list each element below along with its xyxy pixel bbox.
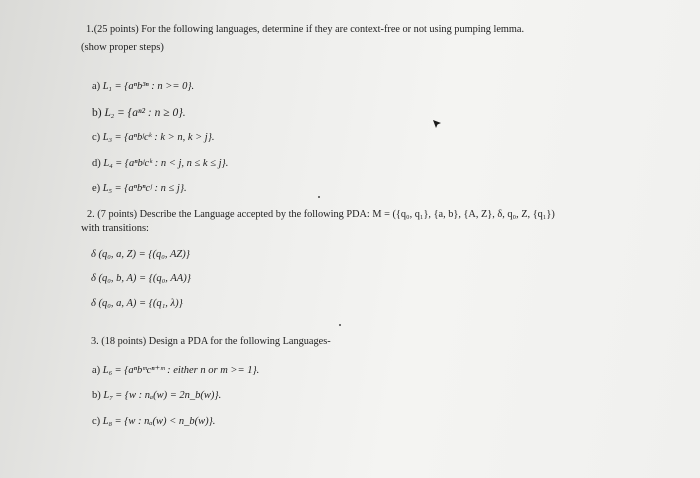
language-symbol: L <box>102 183 109 194</box>
question-1a <box>92 80 194 96</box>
language-index: 2 <box>110 113 115 120</box>
paper-speck <box>339 324 341 326</box>
question-1-subheading: (show proper steps) <box>81 42 164 53</box>
question-2-heading: 2. (7 points) Describe the Language accepted by the following PDA: M = ({q₀, q₁}, {a, b}, {A, Z}, δ, q₀, Z, {q₁}) <box>87 209 555 220</box>
question-1-heading: 1.(25 points) For the following languages, determine if they are context-free or not using pumping lemma. <box>86 24 525 35</box>
question-1c <box>92 131 215 147</box>
language-symbol: L <box>102 416 109 427</box>
language-symbol: L <box>103 390 110 401</box>
language-index: 8 <box>108 421 112 428</box>
question-3b <box>92 389 221 405</box>
language-index: 6 <box>108 370 112 377</box>
language-symbol: L <box>104 107 111 119</box>
language-symbol: L <box>102 81 109 92</box>
language-index: 5 <box>108 188 112 195</box>
language-symbol: L <box>102 365 109 376</box>
mouse-pointer-icon <box>431 118 443 130</box>
language-index: 1 <box>108 86 112 93</box>
question-2-subheading: with transitions: <box>81 223 149 234</box>
transition-1: δ (q₀, a, Z) = {(q₀, AZ)} <box>91 249 190 260</box>
question-3-heading: 3. (18 points) Design a PDA for the following Languages- <box>91 336 331 347</box>
item-label: b) <box>92 107 102 119</box>
language-symbol: L <box>103 158 110 169</box>
language-definition: = {aⁿ² : n ≥ 0}. <box>117 107 186 119</box>
item-label: d) <box>92 158 101 169</box>
question-1e <box>92 182 187 198</box>
item-label: e) <box>92 183 101 194</box>
language-definition: = {aⁿbʲcᵏ : n < j, n ≤ k ≤ j}. <box>115 158 229 169</box>
language-definition: = {aⁿb³ⁿ : n >= 0}. <box>114 81 195 92</box>
item-label: c) <box>92 416 101 427</box>
language-symbol: L <box>102 132 109 143</box>
language-index: 7 <box>109 395 113 402</box>
item-label: c) <box>92 132 101 143</box>
question-3a <box>92 364 259 380</box>
question-1d <box>92 157 228 173</box>
language-definition: = {aⁿbⁿcʲ : n ≤ j}. <box>114 183 187 194</box>
question-1b <box>92 107 186 123</box>
language-definition: = {aⁿbᵐcⁿ⁺ᵐ : either n or m >= 1}. <box>114 365 260 376</box>
item-label: a) <box>92 81 101 92</box>
language-definition: = {w : nₐ(w) = 2n_b(w)}. <box>115 390 222 401</box>
question-3c <box>92 415 215 431</box>
language-index: 4 <box>109 163 113 170</box>
language-definition: = {aⁿbʲcᵏ : k > n, k > j}. <box>114 132 215 143</box>
item-label: b) <box>92 390 101 401</box>
paper-speck <box>318 196 320 198</box>
language-definition: = {w : nₐ(w) < n_b(w)}. <box>114 416 216 427</box>
transition-2: δ (q₀, b, A) = {(q₀, AA)} <box>91 273 191 284</box>
item-label: a) <box>92 365 101 376</box>
language-index: 3 <box>108 137 112 144</box>
transition-3: δ (q₀, a, A) = {(q₁, λ)} <box>91 298 183 309</box>
